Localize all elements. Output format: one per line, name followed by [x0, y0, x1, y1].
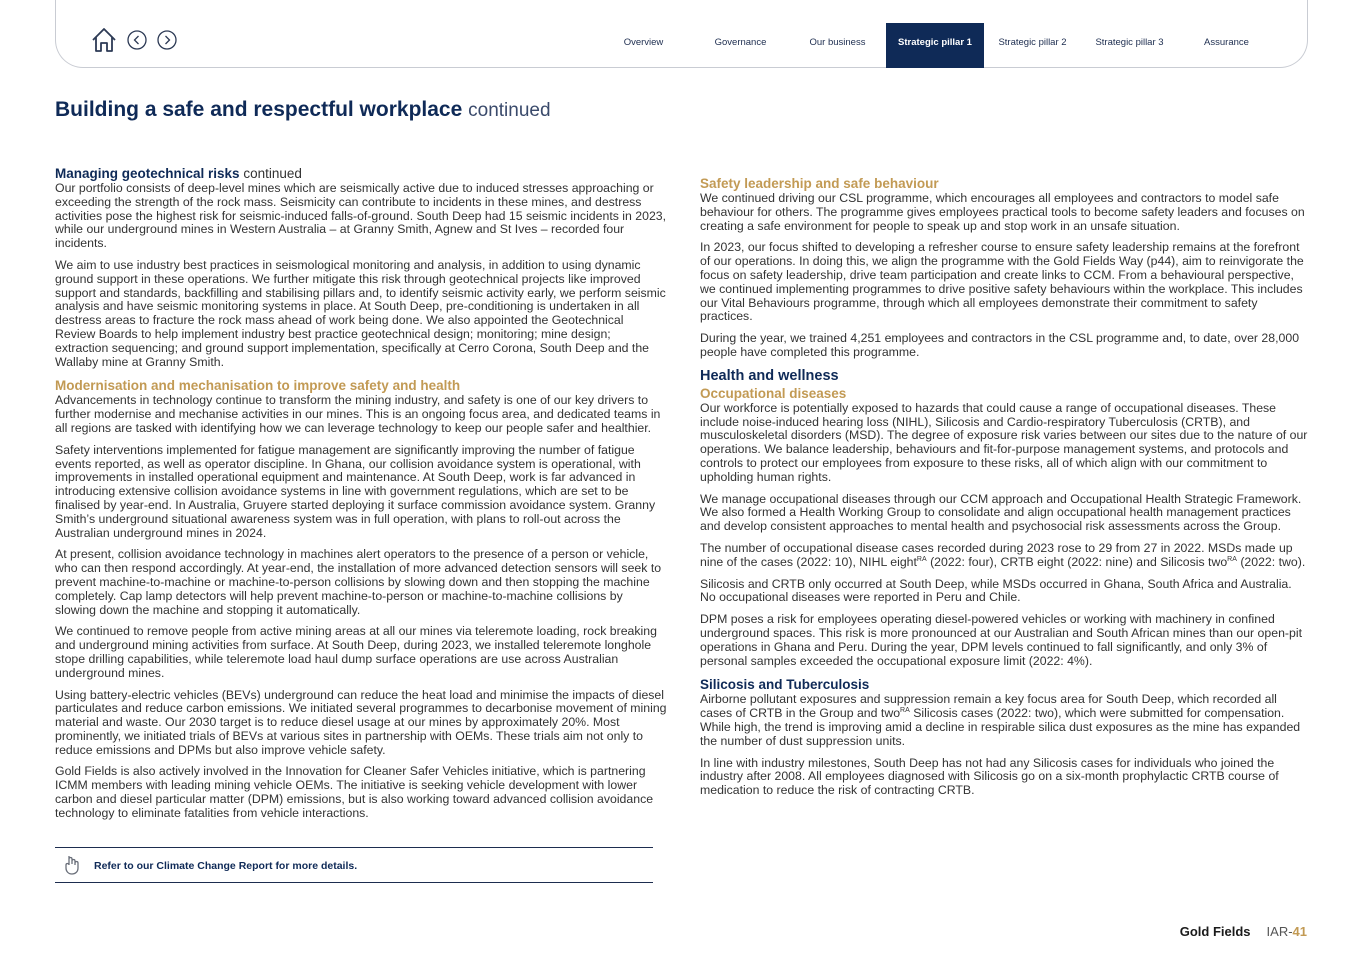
- arrow-right-icon[interactable]: [156, 29, 178, 51]
- paragraph: DPM poses a risk for employees operating diesel-powered vehicles or working with machinery in confined underground spaces. This risk is more pronounced at our Australian and South African mines than our open-pit operations in Ghana and Peru. During the year, DPM levels continued to fall significantly, and only 3% of personal samples exceeded the occupational exposure limit (2022: 4%).: [700, 612, 1302, 668]
- page-footer: [1180, 924, 1307, 939]
- heading-health-wellness: Health and wellness: [700, 367, 839, 384]
- paragraph: Using battery-electric vehicles (BEVs) underground can reduce the heat load and minimise the impacts of diesel particulates and reduce carbon emissions. We initiated several programmes to decarbonise movement of mining material and waste. Our 2030 target is to reduce diesel usage at our mines by approximately 20%. Most prominently, we initiated trials of BEVs at various sites in partnership with OEMs. These trials aim not only to reduce emissions and DPMs but also improve vehicle safety.: [55, 687, 667, 757]
- page-title: Building a safe and respectful workplace continued: [55, 98, 551, 121]
- tab-our-business[interactable]: Our business: [809, 36, 866, 48]
- heading-modernisation: Modernisation and mechanisation to improve safety and health: [55, 378, 461, 394]
- paragraph: The number of occupational disease cases recorded during 2023 rose to 29 from 27 in 2022. MSDs made up nine of the cases (2022: 10), NIHL eight$^{RA}$ (2022: four), CRTB eight (2022: nine) and Silicosis two$^{RA}$ (2022: two).: [700, 540, 1306, 569]
- tab-governance[interactable]: Governance: [714, 36, 767, 48]
- callout-text[interactable]: Refer to our Climate Change Report for more details.: [94, 860, 358, 872]
- paragraph: Our workforce is potentially exposed to hazards that could cause a range of occupational diseases. These include noise-induced hearing loss (NIHL), Silicosis and Cardio-respiratory Tuberculosis (CRTB), and musculoskeletal disorders (MSD). The degree of exposure risk varies between our sites due to the nature of our operations. We balance leadership, behaviours and fit-for-purpose management systems, and protocols and controls to protect our employees from exposure to these risks, all of which align with our commitment to upholding human rights.: [700, 400, 1308, 484]
- paragraph: We continued to remove people from active mining areas at all our mines via teleremote loading, rock breaking and underground mining activities from surface. At South Deep, during 2023, we installed teleremote longhole stope drilling capabilities, while teleremote load haul dump surface operations are use across Australian underground mines.: [55, 624, 657, 680]
- right-column: [700, 175, 1310, 806]
- paragraph: At present, collision avoidance technology in machines alert operators to the presence of a person or vehicle, who can then respond accordingly. At year-end, the installation of more advanced detection sensors will seek to prevent machine-to-machine or machine-to-person collisions by slowing down and then stopping the machine completely. Cap lamp detectors will help prevent machine-to-person or machine-to-machine collisions by slowing down the machine and stopping it automatically.: [55, 547, 662, 617]
- paragraph: Safety interventions implemented for fatigue management are significantly improving the number of fatigue events reported, as well as operator discipline. In Ghana, our collision avoidance system is operational, with improvements in installed operational equipment and maintenance. At South Deep, work is far advanced in introducing extensive collision avoidance systems in line with government regulations, which are set to be finalised by year-end. In Australia, Gruyere started deploying it surface commission avoidance system. Granny Smith’s underground situational awareness system was in full operation, with plans to roll-out across the Australian underground mines in 2024.: [55, 442, 656, 540]
- nav-icons: [90, 26, 178, 54]
- tab-strategic-pillar-2[interactable]: Strategic pillar 2: [998, 36, 1067, 48]
- callout-box[interactable]: [55, 847, 653, 883]
- footer-prefix: IAR-: [1266, 924, 1293, 939]
- tab-strategic-pillar-1[interactable]: Strategic pillar 1: [886, 23, 984, 68]
- paragraph: Our portfolio consists of deep-level mines which are seismically active due to induced stresses approaching or exceeding the strength of the rock mass. Seismicity can contribute to incidents in these mines, and destress activities pose the highest risk for seismic-induced falls-of-ground. South Deep had 15 seismic incidents in 2023, while our underground mines in Western Australia – at Granny Smith, Agnew and St Ives – recorded four incidents.: [55, 181, 667, 251]
- tab-strategic-pillar-3[interactable]: Strategic pillar 3: [1095, 36, 1164, 48]
- paragraph: Airborne pollutant exposures and suppression remain a key focus area for South Deep, which recorded all cases of CRTB in the Group and two$^{RA}$ Silicosis cases (2022: two), which were submitted for compensation. While high, the trend is improving amid a decline in respirable silica dust exposures as the mine has expanded the number of dust suppression units.: [700, 692, 1301, 748]
- paragraph: Advancements in technology continue to transform the mining industry, and safety is one of our key drivers to further modernise and mechanise activities in our mines. This is an ongoing focus area, and dedicated teams in all regions are tasked with identifying how we can leverage technology to keep our people safer and healthier.: [55, 393, 661, 435]
- heading-safety-leadership: Safety leadership and safe behaviour: [700, 176, 939, 191]
- paragraph: During the year, we trained 4,251 employees and contractors in the CSL programme and, to date, over 28,000 people have completed this programme.: [700, 331, 1300, 359]
- paragraph: Gold Fields is also actively involved in the Innovation for Cleaner Safer Vehicles initiative, which is partnering ICMM members with leading mining vehicle OEMs. The initiative is seeking vehicle development with lower carbon and diesel particular matter (DPM) emissions, but is also working toward advanced collision avoidance technology to eliminate fatalities from vehicle interactions.: [55, 764, 654, 820]
- paragraph: In line with industry milestones, South Deep has not had any Silicosis cases for individuals who joined the industry after 2008. All employees diagnosed with Silicosis go on a six-month prophylactic CRTB course of medication to reduce the risk of contracting CRTB.: [700, 755, 1279, 798]
- footer-brand: Gold Fields: [1179, 924, 1251, 939]
- heading-silicosis-tb: Silicosis and Tuberculosis: [700, 677, 870, 693]
- paragraph: Silicosis and CRTB only occurred at South Deep, while MSDs occurred in Ghana, South Africa and Australia. No occupational diseases were reported in Peru and Chile.: [700, 576, 1292, 605]
- paragraph: We aim to use industry best practices in seismological monitoring and analysis, in addition to using dynamic ground support in these operations. We further mitigate this risk through geotechnical projects like improved support and standards, backfilling and stabilising pillars and, to identify seismic activity early, we perform seismic analysis and have seismic monitoring systems in place. At South Deep, pre-conditioning is undertaken in all destress areas to fracture the rock mass ahead of work being done. We also appointed the Geotechnical Review Boards to help implement industry best practice geotechnical design; monitoring; mine design; extraction sequencing; and ground support implementation, specifically at Cerro Corona, South Deep and the Wallaby mine at Granny Smith.: [55, 257, 666, 369]
- home-icon[interactable]: [90, 26, 118, 54]
- heading-geotechnical: Managing geotechnical risks continued: [55, 166, 302, 181]
- paragraph: In 2023, our focus shifted to developing a refresher course to ensure safety leadership remains at the forefront of our operations. In doing this, we align the programme with the Gold Fields Way (p44), aim to reinvigorate the focus on safety leadership, drive team participation and create links to CCM. From a behavioural perspective, we continued implementing programmes to drive positive safety behaviours within the workplace. This includes our Vital Behaviours programme, through which all employees demonstrate their commitment to safety practices.: [700, 240, 1304, 324]
- tab-assurance[interactable]: Assurance: [1204, 36, 1249, 48]
- arrow-left-icon[interactable]: [126, 29, 148, 51]
- tab-overview[interactable]: Overview: [623, 36, 664, 48]
- heading-occupational-diseases: Occupational diseases: [700, 385, 847, 401]
- pointing-hand-icon: [63, 854, 81, 881]
- page-number: 41: [1292, 924, 1307, 939]
- paragraph: We manage occupational diseases through our CCM approach and Occupational Health Strategic Framework. We also formed a Health Working Group to consolidate and align occupational health management practices and develop consistent approaches to mental health and psychosocial risk assessments across the Group.: [700, 491, 1302, 534]
- paragraph: We continued driving our CSL programme, which encourages all employees and contractors to model safe behaviour for others. The programme gives employees practical tools to become safety leaders and focuses on creating a safe environment for people to speak up and stop work in an unsafe situation.: [700, 191, 1305, 233]
- left-column: [55, 165, 667, 829]
- section-tabs: [595, 23, 1275, 68]
